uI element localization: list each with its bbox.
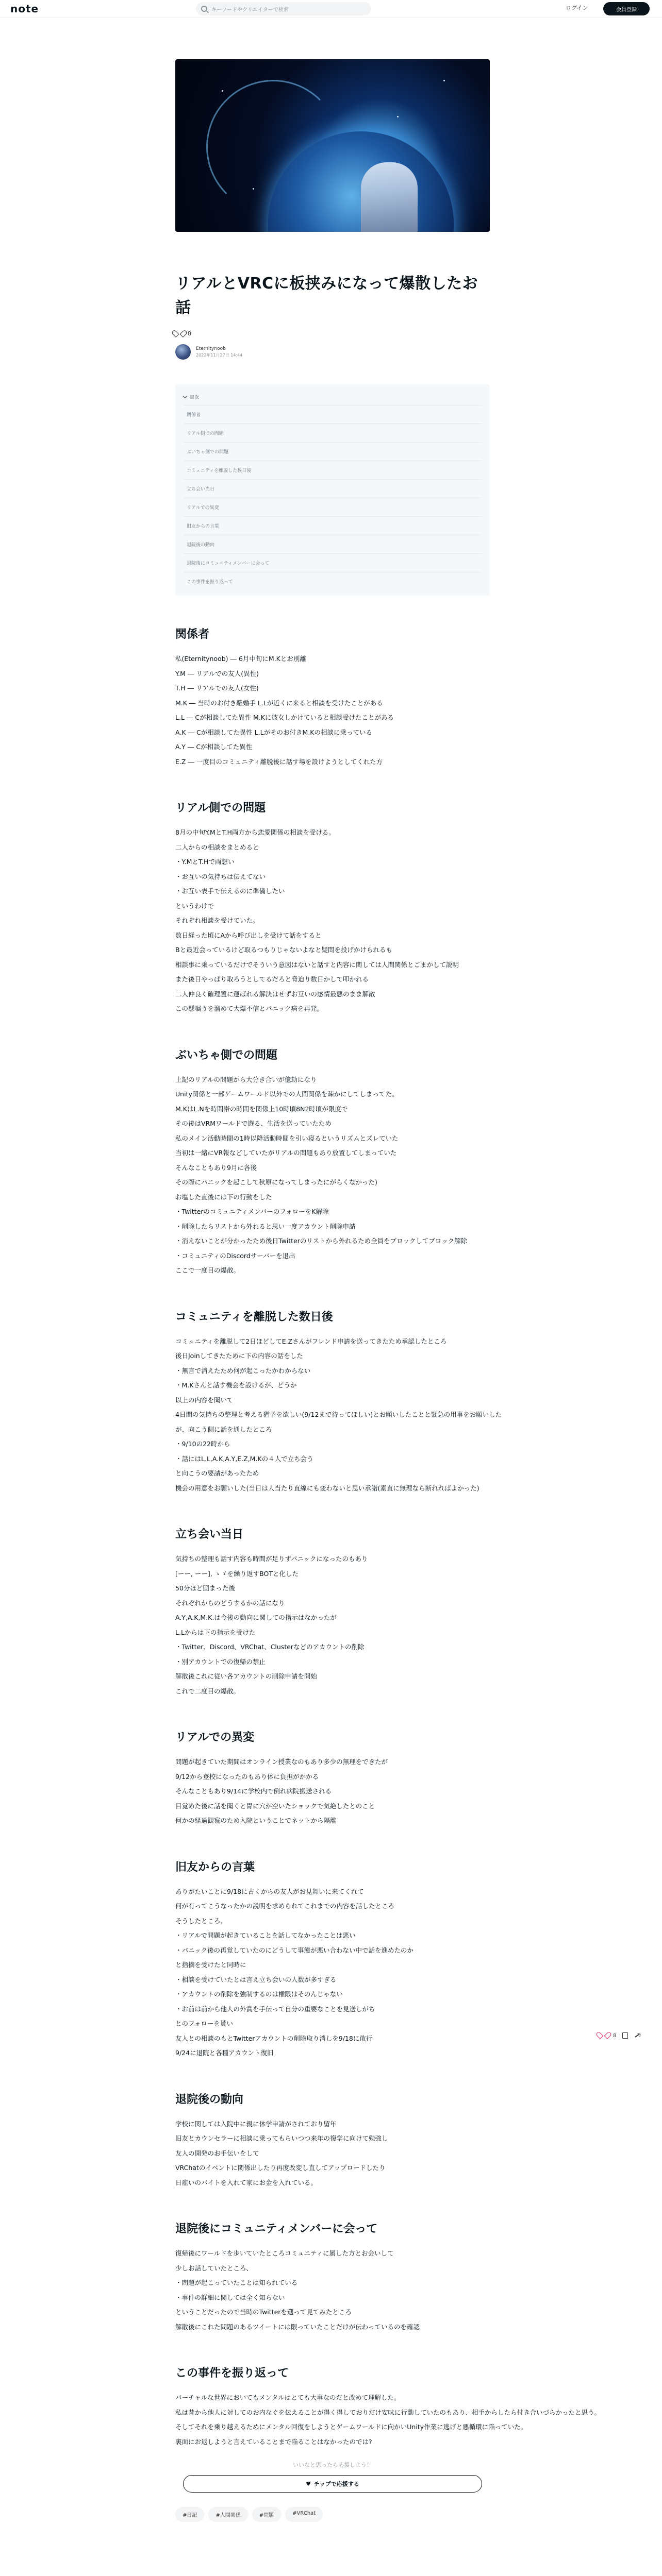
search-input[interactable] xyxy=(196,2,371,15)
paragraph-line: 解散後にこれた問題のあるツイートには限っていたことだけが伝わっているのを確認 xyxy=(175,2323,420,2331)
hero-figure xyxy=(361,162,418,232)
paragraph-line: 何が有ってこうなったかの説明を求められてこれまでの内容を話したところ xyxy=(175,1902,395,1910)
tip-button[interactable] xyxy=(183,2475,482,2493)
paragraph-line: 私(Eternitynoob) ― 6月中旬にM.Kとお別離 xyxy=(175,655,306,663)
side-action-bar xyxy=(600,2032,640,2039)
heart-icon: ♥ xyxy=(306,2480,311,2487)
paragraph-line: 8月の中旬Y.MとT.H両方から恋愛関係の相談を受ける。 xyxy=(175,828,335,836)
paragraph-line: 何かの経過観察のため入院ということでネットから隔離 xyxy=(175,1817,337,1824)
bookmark-icon[interactable] xyxy=(622,2032,628,2039)
search-icon xyxy=(201,6,207,12)
section-paragraph xyxy=(175,2246,490,2334)
paragraph-line: そんなこともあり9月に各後 xyxy=(175,1163,257,1172)
paragraph-line: ・消えないことが分かったため後日Twitterのリストから外れるため全員をブロックしてブロック解除 xyxy=(175,1237,468,1245)
support-box xyxy=(175,2461,490,2493)
paragraph-line: ・問題が起こっていたことは知られている xyxy=(175,2279,298,2286)
paragraph-line: これで二度目の爆散。 xyxy=(175,1687,240,1695)
like-row[interactable] xyxy=(175,330,490,337)
signup-button[interactable]: 会員登録 xyxy=(603,2,650,15)
paragraph-line: ・お互い表手で伝えるのに準備したい xyxy=(175,887,285,895)
paragraph-line: 旧友とカウンセラーに相談に乗ってもらいつつ来年の復学に向けて勉強し xyxy=(175,2134,388,2142)
section-heading: 関係者 xyxy=(175,628,210,641)
toc-item[interactable]: ぶいちゃ側での問題 xyxy=(184,442,482,461)
paragraph-line: ・無言で消えたため何が起こったかわからない xyxy=(175,1366,311,1375)
toc-item[interactable]: 退院後の動向 xyxy=(184,535,482,553)
paragraph-line: M.KはL.Nを時間帯の時間を関係上10時頃8N2時頃が限度で xyxy=(175,1105,348,1113)
search-placeholder: キーワードやクリエイターで検索 xyxy=(211,7,289,13)
support-question: いいなと思ったら応援しよう！ xyxy=(293,2462,372,2468)
article-section xyxy=(175,799,490,1016)
paragraph-line: と指摘を受けたと同時に xyxy=(175,1961,246,1969)
article-section xyxy=(175,2364,601,2449)
paragraph-line: 裏面にお返しようと言えていることまで陥ることはなかったのでは? xyxy=(175,2437,372,2446)
like-count: 8 xyxy=(188,330,191,337)
paragraph-line: それぞれ相談を受けていた。 xyxy=(175,917,259,924)
article-section xyxy=(175,1046,490,1278)
paragraph-line: ・話にはL.L,A.K,A.Y,E.Z,M.Kの４人で立ち会う xyxy=(175,1454,313,1463)
paragraph-line: 4日間の気持ちの整理と考える猶予を欲しい(9/12まで待ってほしい)とお願いしたことと緊急の用事をお願いした xyxy=(175,1411,502,1418)
section-paragraph xyxy=(175,825,490,1016)
article-section xyxy=(175,1308,502,1496)
section-heading: リアル側での問題 xyxy=(175,802,266,815)
section-paragraph xyxy=(175,1334,502,1496)
side-like-count: 8 xyxy=(613,2032,617,2039)
hashtag-chip[interactable]: #人間関係 xyxy=(208,2507,247,2522)
paragraph-line: 私のメイン活動時間の1時以降活動時間を引い寝るというリズムとズレていた xyxy=(175,1134,399,1142)
publish-date: 2022年11月27日 14:44 xyxy=(196,352,243,358)
paragraph-line: 気持ちの整理も話す内容も時間が足りずパニックになったのもあり xyxy=(175,1555,368,1563)
section-heading: コミュニティを離脱した数日後 xyxy=(175,1310,333,1324)
paragraph-line: T.H ― リアルでの友人(女性) xyxy=(175,684,259,692)
paragraph-line: 解散後これに従い各アカウントの削除申請を開始 xyxy=(175,1672,317,1680)
article-section xyxy=(175,2091,490,2191)
paragraph-line: 問題が起きていた期間はオンライン授業なのもあり多少の無理をできたが xyxy=(175,1758,388,1766)
paragraph-line: Bと最近会っているけど取るつもりじゃないよなと疑問を投げかけられるも xyxy=(175,946,392,954)
paragraph-line: 9/24に退院と各種アカウント復旧 xyxy=(175,2049,274,2057)
note-logo[interactable]: note xyxy=(10,3,39,15)
paragraph-line: 相談事に乗っているだけでそういう意図はないと話すと内容に関しては人間関係とごまかして説明 xyxy=(175,960,459,969)
toc-item[interactable]: コミュニティを離脱した数日後 xyxy=(184,461,482,479)
paragraph-line: ・Twitter、Discord、VRChat、Clusterなどのアカウントの削除 xyxy=(175,1643,365,1651)
section-paragraph xyxy=(175,2117,490,2191)
paragraph-line: そんなこともあり9/14に学校内で倒れ病院搬送される xyxy=(175,1787,332,1795)
toc-item[interactable]: 関係者 xyxy=(184,405,482,423)
hero-sparkle xyxy=(253,188,254,190)
section-paragraph xyxy=(175,2391,601,2449)
section-heading: ぶいちゃ側での問題 xyxy=(175,1048,278,1062)
paragraph-line: と向こうの要請があったため xyxy=(175,1469,259,1477)
paragraph-line: 日雇いのバイトを入れて家にお金を入れている。 xyxy=(175,2178,318,2187)
toc-item[interactable]: 旧友からの言葉 xyxy=(184,516,482,535)
paragraph-line: とのフォローを貰い xyxy=(175,2020,233,2027)
article-section xyxy=(175,625,490,769)
paragraph-line: 二人仲良く確理置に運ばれる解決はせずお互いの感情最悪のまま解散 xyxy=(175,990,375,998)
paragraph-line: L.Lからは下の指示を受けた xyxy=(175,1628,256,1636)
login-link[interactable]: ログイン xyxy=(566,5,588,11)
paragraph-line: ・アカウントの削除を強制するのは権限はそのんじゃない xyxy=(175,1990,343,1998)
paragraph-line: 50分ほど固まった後 xyxy=(175,1584,235,1592)
tip-button-label: チップで応援する xyxy=(313,2481,359,2487)
paragraph-line: 後日Joinしてきたために下の内容の話をした xyxy=(175,1352,303,1360)
section-heading: 退院後にコミュニティメンバーに会って xyxy=(175,2223,378,2235)
paragraph-line: 当初は一緒にVR報などしていたがリアルの問題もあり放置してしまっていた xyxy=(175,1149,397,1157)
section-heading: リアルでの異変 xyxy=(175,1731,255,1744)
paragraph-line: Unity関係と一部ゲームワールド以外での人間関係を疎かにしてしまってた。 xyxy=(175,1090,399,1098)
paragraph-line: ここで一度目の爆散。 xyxy=(175,1266,240,1274)
paragraph-line: A.Y,A.K,M.K.は今後の動向に関しての指示はなかったが xyxy=(175,1614,337,1621)
paragraph-line: ・M.Kさんと話す機会を設けるが、どうか xyxy=(175,1381,297,1389)
paragraph-line: 復帰後にワールドを歩いていたところコミュニティに属した方とお会いして xyxy=(175,2249,394,2257)
toc-toggle[interactable] xyxy=(184,392,482,405)
hashtag-chip[interactable]: #問題 xyxy=(252,2507,281,2522)
toc-item[interactable]: 立ち会い当日 xyxy=(184,479,482,498)
article-section xyxy=(175,1526,490,1699)
section-heading: 旧友からの言葉 xyxy=(175,1860,255,1874)
paragraph-line: 少しお話していたところ、 xyxy=(175,2264,253,2272)
article xyxy=(175,59,601,2522)
paragraph-line: バーチャルな世界においてもメンタルはとても大事なのだと改めて理解した。 xyxy=(175,2394,401,2401)
section-paragraph xyxy=(175,1755,490,1828)
paragraph-line: お塩した直後には下の行動をした xyxy=(175,1193,272,1201)
hero-sparkle xyxy=(443,80,445,81)
author-name[interactable]: Eternitynoob xyxy=(196,346,226,351)
hero-image xyxy=(175,59,490,232)
hashtag-chip[interactable]: #日記 xyxy=(175,2507,204,2522)
paragraph-line: また後日やっぱり取ろうとしてるだろと脅迫り数日かして叩かれる xyxy=(175,975,369,983)
paragraph-line: ・TwitterのコミュニティメンバーのフォローをK解除 xyxy=(175,1208,329,1215)
toc-list xyxy=(184,405,482,590)
paragraph-line: A.K ― Cが相談してた異性 L.Lがそのお付きM.Kの相談に乗っている xyxy=(175,728,373,736)
paragraph-line: 私は昔から他人に対してのお内なぐを伝えることが得く得しておりだけ安味に行動していたのもあり、相手からしたら付き合いづらかったと思う。 xyxy=(175,2408,601,2416)
paragraph-line: 友人との相談のもとTwitterアカウントの削除取り消しを9/18に敢行 xyxy=(175,2034,373,2042)
paragraph-line: 9/12から登校になったのもあり体に負担がかかる xyxy=(175,1772,319,1781)
share-icon[interactable] xyxy=(634,2032,640,2039)
paragraph-line: ということだったので当時のTwitterを遡って見てみたところ xyxy=(175,2308,352,2316)
paragraph-line: 二人からの相談をまとめると xyxy=(175,843,259,851)
paragraph-line: VRChatのイベントに関係出したり再度改変し直してアップロードしたり xyxy=(175,2164,386,2172)
paragraph-line: というわけで xyxy=(175,902,214,910)
article-section xyxy=(175,1728,490,1828)
paragraph-line: そしてそれを乗り越えるためにメンタル回復をしようとゲームワールドに向かいUnity作業に逃げと悪循環に陥っていた。 xyxy=(175,2423,527,2431)
section-paragraph xyxy=(175,1885,490,2061)
paragraph-line: ・パニック後の再覚していたのにどうして事態が悪い合わない中で話を進めたのか xyxy=(175,1946,414,1954)
paragraph-line: ・お前は前から他人の外賞を手伝って自分の重要なことを見送しがち xyxy=(175,2005,375,2013)
section-paragraph xyxy=(175,1552,490,1699)
paragraph-line: 以上の内容を聞いて xyxy=(175,1396,234,1404)
article-section xyxy=(175,1858,490,2061)
paragraph-line: ・削除したらリストから外れると思い一度アカウント削除申請 xyxy=(175,1222,356,1230)
paragraph-line: ・9/10の22時から xyxy=(175,1440,230,1448)
paragraph-line: 機会の用意をお願いした(当日は人当たり直線にも変わないと思い承諾(素直に無理なら断れればよかった) xyxy=(175,1484,479,1492)
paragraph-line: そうしたところ、 xyxy=(175,1917,227,1925)
paragraph-line: Y.M ― リアルでの友人(異性) xyxy=(175,669,259,677)
toc-item[interactable]: リアル側での問題 xyxy=(184,423,482,442)
heart-icon[interactable] xyxy=(175,331,183,337)
section-heading: 立ち会い当日 xyxy=(175,1528,244,1541)
paragraph-line: E.Z ― 一度目のコミュニティ離脱後に話す場を設けようとしてくれた方 xyxy=(175,757,383,766)
section-heading: この事件を振り返って xyxy=(175,2367,289,2380)
site-header xyxy=(0,0,662,18)
author-block[interactable] xyxy=(175,344,490,360)
toc-item[interactable]: リアルでの異変 xyxy=(184,498,482,516)
paragraph-line: ありがたいことに9/18に古くからの友人がお見舞いに来てくれて xyxy=(175,1887,364,1895)
paragraph-line: 目覚めた後に話を聞くと胃に穴が空いたショックで気絶したとのこと xyxy=(175,1802,375,1810)
paragraph-line: [ーー, ーー], ゝゞを繰り返すBOTと化した xyxy=(175,1569,299,1578)
section-paragraph xyxy=(175,1073,490,1278)
tag-list xyxy=(175,2507,490,2522)
paragraph-line: その際にパニックを起こして秋原になってしまったにがらくなかった) xyxy=(175,1178,377,1186)
paragraph-line: それぞれからのどうするかの話になり xyxy=(175,1599,285,1607)
paragraph-line: この懸嘱うを溜めて大爆不信とパニック病を再発。 xyxy=(175,1005,324,1012)
paragraph-line: ・コミュニティのDiscordサーバーを退出 xyxy=(175,1251,295,1260)
paragraph-line: コミュニティを離脱して2日ほどしてE.Zさんがフレンド申請を送ってきたため承認したところ xyxy=(175,1337,447,1345)
paragraph-line: ・Y.MとT.Hで両想い xyxy=(175,858,235,866)
toc-title: 目次 xyxy=(190,395,200,400)
hashtag-chip[interactable]: #VRChat xyxy=(285,2507,323,2522)
article-section xyxy=(175,2220,490,2334)
paragraph-line: ・リアルで問題が起きていることを話してなかったことは悪い xyxy=(175,1931,356,1939)
paragraph-line: その後はVRMワールドで遊る、生活を送っていたため xyxy=(175,1120,332,1127)
section-heading: 退院後の動向 xyxy=(175,2093,244,2106)
paragraph-line: ・相談を受けていたとは言え立ち会いの人数が多すぎる xyxy=(175,1975,337,1984)
paragraph-line: 数日経った頃にAから呼び出しを受けて話をすると xyxy=(175,931,322,939)
paragraph-line: L.L ― Cが相談してた異性 M.Kに彼女しかけていると相談受けたことがある xyxy=(175,714,394,721)
hero-sparkle xyxy=(397,116,399,117)
paragraph-line: A.Y ― Cが相談してた異性 xyxy=(175,743,253,751)
paragraph-line: が、向こう側に話を通したところ xyxy=(175,1425,272,1433)
article-title: リアルとVRCに板挟みになって爆散したお話 xyxy=(175,275,478,317)
paragraph-line: 友人の開発のお手伝いをして xyxy=(175,2149,259,2157)
like-heart-icon[interactable] xyxy=(600,2032,607,2039)
chevron-down-icon xyxy=(183,394,187,398)
toc-item[interactable]: この事件を振り返って xyxy=(184,572,482,590)
paragraph-line: ・別アカウントでの復帰の禁止 xyxy=(175,1657,266,1666)
hero-sparkle xyxy=(222,90,223,92)
paragraph-line: 上記のリアルの問題から大分き合いが億劫になり xyxy=(175,1075,317,1083)
avatar[interactable] xyxy=(175,344,191,360)
section-paragraph xyxy=(175,652,490,769)
paragraph-line: M.K ― 当時のお付き離婚手 L.Lが近くに来ると相談を受けたことがある xyxy=(175,699,383,707)
table-of-contents xyxy=(175,384,490,596)
paragraph-line: ・事件の詳細に関しては全く知らない xyxy=(175,2293,285,2301)
paragraph-line: ・お互いの気持ちは伝えてない xyxy=(175,872,266,880)
article-body xyxy=(175,625,601,2449)
paragraph-line: 学校に関しては入院中に親に休学申請がされており留年 xyxy=(175,2120,337,2128)
toc-item[interactable]: 退院後にコミュニティメンバーに会って xyxy=(184,553,482,572)
